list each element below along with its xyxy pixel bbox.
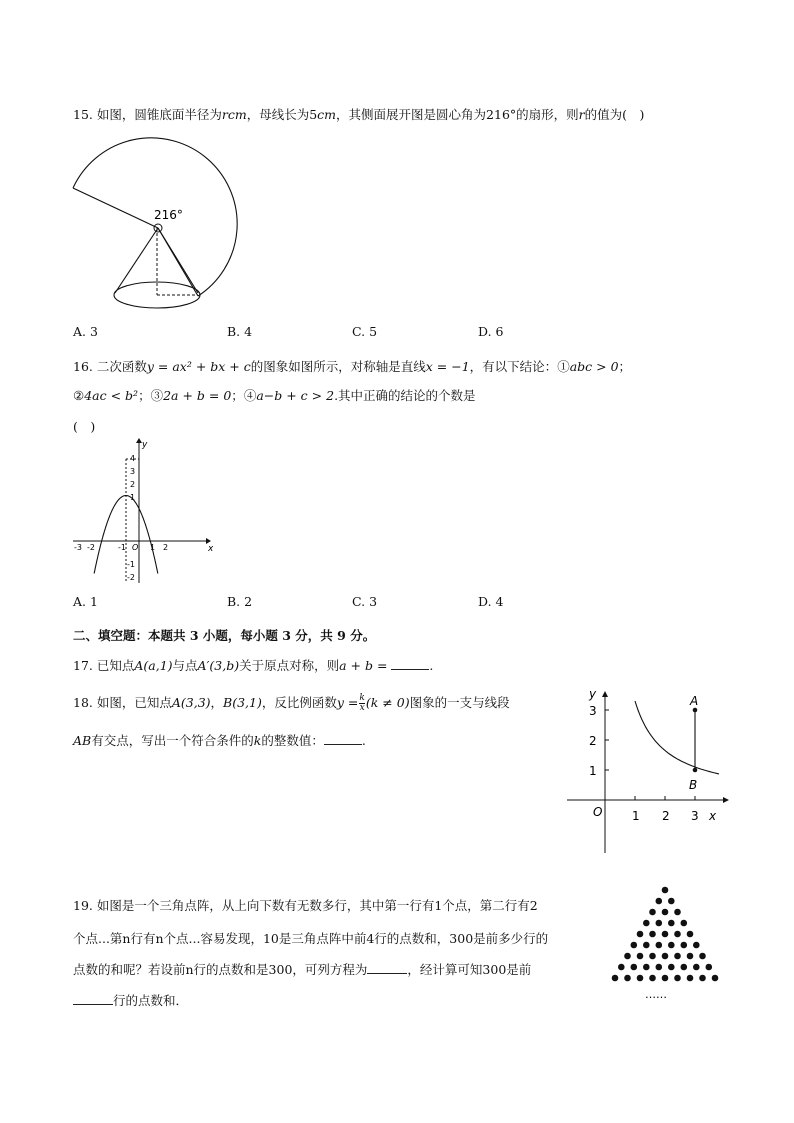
q19-dot (643, 964, 650, 971)
q19-dot (693, 964, 700, 971)
q18-label-b: B (689, 778, 698, 792)
q17-stem: 17. 已知点A(a,1)与点A′(3,b)关于原点对称，则a + b = . (73, 658, 434, 673)
q19-dot (699, 953, 706, 960)
q16-parabola-graph (68, 437, 213, 585)
q19-dot (668, 920, 675, 927)
q19-dot (643, 920, 650, 927)
q19-triangle-dots (600, 882, 730, 1002)
q19-dot (649, 931, 656, 938)
q16-option-d[interactable]: D. 4 (478, 594, 504, 609)
q19-dot (668, 964, 675, 971)
q15-stem: 15. 如图，圆锥底面半径为rcm，母线长为5cm，其侧面展开图是圆心角为216°的扇形，则r的值为( ) (73, 107, 645, 122)
q19-dot-group (612, 887, 719, 982)
q16-origin: O (132, 543, 139, 552)
q19-ellipsis: …… (645, 988, 667, 1001)
q19-dot (637, 953, 644, 960)
q18-ytick: 1 (589, 764, 597, 778)
q19-dot (631, 942, 638, 949)
q18-point-a (693, 708, 698, 713)
q19-dot (687, 931, 694, 938)
q18-x-arrow (723, 797, 729, 803)
q19-dot (662, 953, 669, 960)
q16-stem-line2: ②4ac < b²；③2a + b = 0；④a−b + c > 2.其中正确的结论的个数是 (73, 388, 476, 403)
q18-point-b (693, 768, 698, 773)
q19-dot (656, 920, 663, 927)
q19-line4: 行的点数和． (73, 991, 188, 1009)
q19-dot (706, 964, 713, 971)
q16-paren: ( ) (73, 419, 96, 434)
q17-answer-blank[interactable] (391, 659, 429, 670)
q18-ytick: 3 (589, 704, 597, 718)
q19-dot (687, 975, 694, 982)
q16-ytick: 3 (130, 467, 136, 476)
q19-dot (699, 975, 706, 982)
q15-sector-radius-left (73, 188, 158, 228)
q19-dot (712, 975, 719, 982)
q18-xtick: 2 (662, 809, 670, 823)
q16-option-b[interactable]: B. 2 (227, 594, 253, 609)
q16-ytick: 2 (130, 480, 136, 489)
q15-option-d[interactable]: D. 6 (478, 324, 504, 339)
q19-dot (637, 975, 644, 982)
q19-dot (668, 942, 675, 949)
q18-xtick: 1 (632, 809, 640, 823)
q18-label-a: A (690, 694, 699, 708)
q19-dot (674, 975, 681, 982)
q18-ytick: 2 (589, 734, 597, 748)
q16-xtick: -1 (118, 543, 126, 552)
q15-angle-label: 216° (154, 208, 183, 222)
q19-equation-blank[interactable] (367, 963, 407, 974)
q16-xtick: 2 (163, 543, 169, 552)
q16-ytick: -2 (127, 573, 135, 582)
q19-dot (656, 942, 663, 949)
q18-answer-blank[interactable] (324, 734, 362, 745)
q19-dot (662, 909, 669, 916)
q16-x-label: x (208, 544, 213, 554)
q16-option-c[interactable]: C. 3 (352, 594, 378, 609)
q19-dot (643, 942, 650, 949)
q19-rows-blank[interactable] (73, 994, 113, 1005)
q15-option-b[interactable]: B. 4 (227, 324, 253, 339)
q19-dot (637, 931, 644, 938)
q19-dot (693, 942, 700, 949)
q18-stem-line1: 18. 如图，已知点A(3,3)，B(3,1)，反比例函数y = $\frac{k}{x}$ (k ≠ 0)图象的一支与线段 (73, 693, 510, 713)
q15-option-c[interactable]: C. 5 (352, 324, 378, 339)
q19-dot (656, 964, 663, 971)
q19-dot (649, 909, 656, 916)
q19-dot (681, 964, 688, 971)
q19-dot (674, 953, 681, 960)
q16-xtick: -2 (87, 543, 95, 552)
q19-dot (662, 975, 669, 982)
q16-y-label: y (142, 440, 148, 450)
q18-y-arrow (602, 691, 608, 697)
q19-line2: 个点...第n行有n个点...容易发现，10是三角点阵中前4行的点数和，300是前多少行的 (73, 931, 549, 946)
q19-dot (649, 953, 656, 960)
q19-dot (662, 931, 669, 938)
q19-line3: 点数的和呢？若设前n行的点数和是300，可列方程为 ，经计算可知300是前 (73, 962, 532, 977)
q16-xtick: -3 (74, 543, 82, 552)
q19-dot (624, 975, 631, 982)
q19-dot (656, 898, 663, 905)
q19-dot (687, 953, 694, 960)
section2-heading: 二、填空题：本题共 3 小题，每小题 3 分，共 9 分。 (73, 628, 376, 643)
q16-stem-line1: 16. 二次函数y = ax² + bx + c的图象如图所示，对称轴是直线x = −1，有以下结论：①abc > 0； (73, 359, 632, 374)
q19-dot (662, 887, 669, 894)
q18-x-label: x (709, 809, 717, 823)
q19-dot (612, 975, 619, 982)
q19-dot (674, 909, 681, 916)
q18-xtick: 3 (691, 809, 699, 823)
q19-line1: 19. 如图是一个三角点阵，从上向下数有无数多行，其中第一行有1个点，第二行有2 (73, 898, 538, 913)
q19-dot (674, 931, 681, 938)
q15-option-a[interactable]: A. 3 (73, 324, 98, 339)
q19-dot (631, 964, 638, 971)
q19-dot (681, 942, 688, 949)
q19-dot (681, 920, 688, 927)
q16-ytick: -1 (127, 560, 135, 569)
q19-dot (649, 975, 656, 982)
q18-graph (563, 683, 733, 855)
q18-stem-line2: AB有交点，写出一个符合条件的k的整数值： . (73, 733, 366, 748)
q15-cone-figure (65, 125, 255, 315)
q16-ytick: 4 (130, 454, 136, 463)
q18-origin: O (593, 805, 603, 819)
q19-dot (668, 898, 675, 905)
q16-ytick: 1 (130, 493, 136, 502)
q18-y-label: y (589, 687, 597, 701)
q16-xtick: 1 (150, 543, 156, 552)
q19-dot (624, 953, 631, 960)
q18-hyperbola-curve (635, 701, 719, 774)
q16-option-a[interactable]: A. 1 (73, 594, 98, 609)
q19-dot (618, 964, 625, 971)
